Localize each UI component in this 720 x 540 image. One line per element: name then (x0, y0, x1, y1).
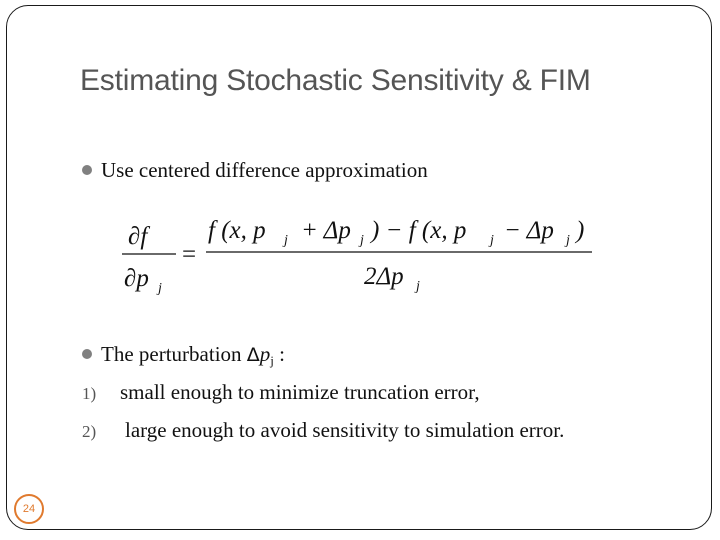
page-number: 24 (22, 503, 36, 515)
numbered-item-2 (82, 418, 564, 443)
bullet-dot-icon (82, 165, 92, 175)
eq-rhs-num-part5: ) (576, 217, 585, 244)
slide-title: Estimating Stochastic Sensitivity & FIM (80, 64, 591, 97)
eq-rhs-num-sub4: j (566, 233, 570, 248)
eq-rhs-num-part1: f (x, p (208, 217, 266, 244)
bullet-text: The perturbation (101, 342, 242, 366)
eq-rhs-num-sub3: j (490, 233, 494, 248)
eq-rhs-num-part4: − Δp (504, 217, 554, 244)
list-number: 2) (82, 422, 97, 441)
eq-lhs-den-sub: j (158, 281, 162, 296)
p-symbol: p (259, 342, 271, 366)
p-subscript: j (270, 353, 274, 368)
eq-equals: = (182, 241, 197, 268)
bullet-colon: : (279, 342, 285, 366)
list-text: small enough to minimize truncation error, (120, 380, 480, 404)
eq-rhs-den-sub: j (416, 279, 420, 294)
eq-rhs-denominator: 2Δp (364, 263, 404, 290)
delta-symbol: Δ (246, 344, 260, 366)
page-number-badge (14, 494, 44, 524)
list-number: 1) (82, 384, 97, 403)
list-text: large enough to avoid sensitivity to simulation error. (125, 418, 565, 442)
numbered-item-1 (82, 380, 480, 405)
eq-rhs-num-part3: ) − f (x, p (371, 217, 467, 244)
eq-rhs-num-sub1: j (284, 233, 288, 248)
bullet-perturbation (82, 342, 285, 369)
bullet-centered-difference (82, 158, 428, 183)
eq-rhs-num-part2: + Δp (301, 217, 351, 244)
centered-difference-equation (118, 206, 598, 306)
eq-lhs-denominator: ∂p (124, 265, 149, 292)
eq-lhs-numerator: ∂f (128, 223, 148, 250)
eq-rhs-num-sub2: j (360, 233, 364, 248)
bullet-text: Use centered difference approximation (101, 158, 428, 182)
bullet-dot-icon (82, 349, 92, 359)
